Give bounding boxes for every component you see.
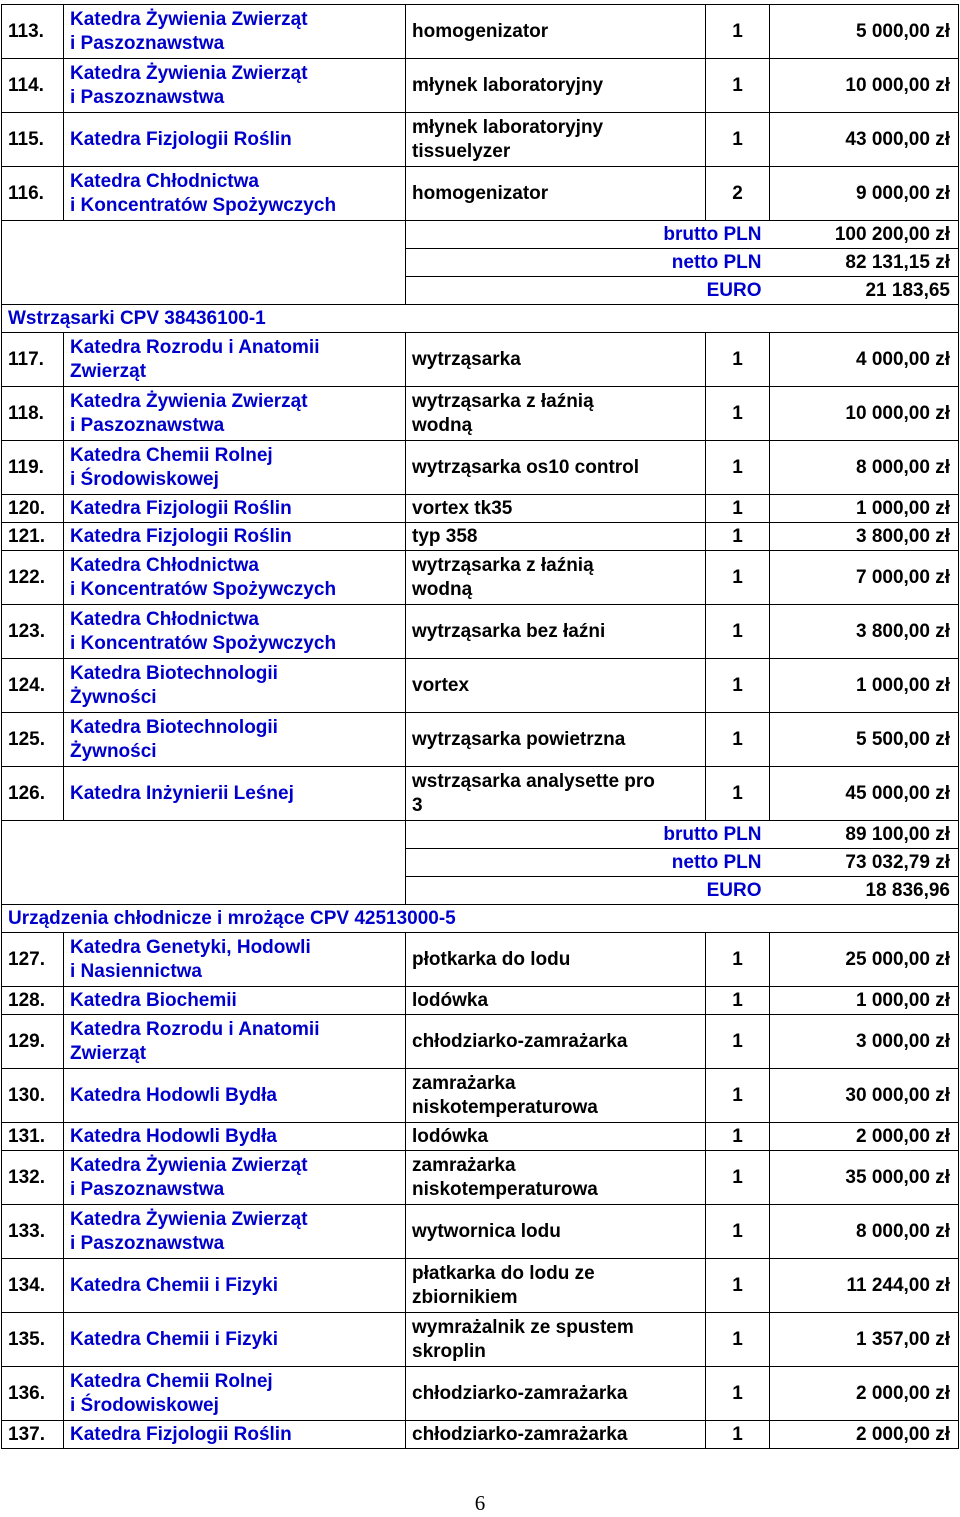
price-cell: 3 000,00 zł bbox=[770, 1015, 959, 1069]
price-cell: 5 000,00 zł bbox=[770, 5, 959, 59]
table-row bbox=[2, 1069, 959, 1123]
summary-label: EURO bbox=[406, 277, 770, 305]
item-cell: wytrząsarka os10 control bbox=[406, 441, 706, 495]
price-cell: 10 000,00 zł bbox=[770, 387, 959, 441]
item-cell: wytrząsarka powietrzna bbox=[406, 713, 706, 767]
table-row bbox=[2, 59, 959, 113]
table-row bbox=[2, 113, 959, 167]
price-cell: 2 000,00 zł bbox=[770, 1367, 959, 1421]
item-cell: wytwornica lodu bbox=[406, 1205, 706, 1259]
price-cell: 8 000,00 zł bbox=[770, 441, 959, 495]
price-cell: 9 000,00 zł bbox=[770, 167, 959, 221]
summary-spacer bbox=[2, 821, 406, 849]
department-cell: Katedra Chemii i Fizyki bbox=[64, 1313, 406, 1367]
price-cell: 8 000,00 zł bbox=[770, 1205, 959, 1259]
summary-spacer bbox=[2, 849, 406, 877]
table-row bbox=[2, 167, 959, 221]
item-cell: wstrząsarka analysette pro 3 bbox=[406, 767, 706, 821]
department-cell: Katedra Chemii Rolnej i Środowiskowej bbox=[64, 1367, 406, 1421]
department-cell: Katedra Żywienia Zwierząt i Paszoznawstwa bbox=[64, 59, 406, 113]
quantity-cell: 1 bbox=[706, 5, 770, 59]
department-cell: Katedra Chłodnictwa i Koncentratów Spożywczych bbox=[64, 167, 406, 221]
row-number: 124. bbox=[2, 659, 64, 713]
table-row bbox=[2, 713, 959, 767]
summary-row bbox=[2, 849, 959, 877]
quantity-cell: 1 bbox=[706, 605, 770, 659]
summary-spacer bbox=[2, 277, 406, 305]
table-row bbox=[2, 1123, 959, 1151]
item-cell: vortex tk35 bbox=[406, 495, 706, 523]
row-number: 132. bbox=[2, 1151, 64, 1205]
summary-value: 100 200,00 zł bbox=[770, 221, 959, 249]
table-row bbox=[2, 1259, 959, 1313]
price-cell: 1 357,00 zł bbox=[770, 1313, 959, 1367]
table-row bbox=[2, 605, 959, 659]
price-cell: 25 000,00 zł bbox=[770, 933, 959, 987]
table-row bbox=[2, 495, 959, 523]
summary-row bbox=[2, 249, 959, 277]
quantity-cell: 1 bbox=[706, 333, 770, 387]
section-spacer bbox=[770, 305, 959, 333]
row-number: 127. bbox=[2, 933, 64, 987]
quantity-cell: 1 bbox=[706, 1313, 770, 1367]
summary-row bbox=[2, 821, 959, 849]
row-number: 134. bbox=[2, 1259, 64, 1313]
row-number: 116. bbox=[2, 167, 64, 221]
summary-label: brutto PLN bbox=[406, 221, 770, 249]
item-cell: płotkarka do lodu bbox=[406, 933, 706, 987]
row-number: 121. bbox=[2, 523, 64, 551]
department-cell: Katedra Fizjologii Roślin bbox=[64, 1421, 406, 1449]
item-cell: chłodziarko-zamrażarka bbox=[406, 1015, 706, 1069]
procurement-table-body bbox=[2, 5, 959, 1449]
summary-label: brutto PLN bbox=[406, 821, 770, 849]
summary-value: 18 836,96 bbox=[770, 877, 959, 905]
item-cell: wytrząsarka bez łaźni bbox=[406, 605, 706, 659]
department-cell: Katedra Fizjologii Roślin bbox=[64, 523, 406, 551]
item-cell: chłodziarko-zamrażarka bbox=[406, 1367, 706, 1421]
department-cell: Katedra Biotechnologii Żywności bbox=[64, 659, 406, 713]
price-cell: 1 000,00 zł bbox=[770, 987, 959, 1015]
quantity-cell: 1 bbox=[706, 387, 770, 441]
quantity-cell: 1 bbox=[706, 59, 770, 113]
department-cell: Katedra Fizjologii Roślin bbox=[64, 113, 406, 167]
department-cell: Katedra Chemii Rolnej i Środowiskowej bbox=[64, 441, 406, 495]
price-cell: 1 000,00 zł bbox=[770, 495, 959, 523]
price-cell: 2 000,00 zł bbox=[770, 1123, 959, 1151]
row-number: 120. bbox=[2, 495, 64, 523]
table-row bbox=[2, 933, 959, 987]
department-cell: Katedra Żywienia Zwierząt i Paszoznawstwa bbox=[64, 1205, 406, 1259]
row-number: 129. bbox=[2, 1015, 64, 1069]
quantity-cell: 1 bbox=[706, 1367, 770, 1421]
quantity-cell: 1 bbox=[706, 987, 770, 1015]
table-row bbox=[2, 551, 959, 605]
item-cell: młynek laboratoryjny tissuelyzer bbox=[406, 113, 706, 167]
summary-label: netto PLN bbox=[406, 849, 770, 877]
department-cell: Katedra Hodowli Bydła bbox=[64, 1123, 406, 1151]
price-cell: 35 000,00 zł bbox=[770, 1151, 959, 1205]
table-row bbox=[2, 5, 959, 59]
quantity-cell: 2 bbox=[706, 167, 770, 221]
row-number: 126. bbox=[2, 767, 64, 821]
summary-row bbox=[2, 221, 959, 249]
department-cell: Katedra Chłodnictwa i Koncentratów Spożywczych bbox=[64, 605, 406, 659]
item-cell: wytrząsarka z łaźnią wodną bbox=[406, 387, 706, 441]
row-number: 115. bbox=[2, 113, 64, 167]
quantity-cell: 1 bbox=[706, 495, 770, 523]
section-heading-shakers: Wstrząsarki CPV 38436100-1 bbox=[2, 305, 770, 333]
row-number: 123. bbox=[2, 605, 64, 659]
quantity-cell: 1 bbox=[706, 767, 770, 821]
table-row bbox=[2, 987, 959, 1015]
row-number: 130. bbox=[2, 1069, 64, 1123]
table-row bbox=[2, 523, 959, 551]
quantity-cell: 1 bbox=[706, 1205, 770, 1259]
quantity-cell: 1 bbox=[706, 1015, 770, 1069]
item-cell: wytrząsarka z łaźnią wodną bbox=[406, 551, 706, 605]
department-cell: Katedra Rozrodu i Anatomii Zwierząt bbox=[64, 1015, 406, 1069]
table-row bbox=[2, 1015, 959, 1069]
row-number: 125. bbox=[2, 713, 64, 767]
table-row bbox=[2, 333, 959, 387]
price-cell: 1 000,00 zł bbox=[770, 659, 959, 713]
quantity-cell: 1 bbox=[706, 523, 770, 551]
item-cell: chłodziarko-zamrażarka bbox=[406, 1421, 706, 1449]
summary-value: 89 100,00 zł bbox=[770, 821, 959, 849]
table-row bbox=[2, 1205, 959, 1259]
quantity-cell: 1 bbox=[706, 713, 770, 767]
price-cell: 30 000,00 zł bbox=[770, 1069, 959, 1123]
summary-value: 21 183,65 bbox=[770, 277, 959, 305]
item-cell: zamrażarka niskotemperaturowa bbox=[406, 1151, 706, 1205]
item-cell: płatkarka do lodu ze zbiornikiem bbox=[406, 1259, 706, 1313]
row-number: 128. bbox=[2, 987, 64, 1015]
department-cell: Katedra Rozrodu i Anatomii Zwierząt bbox=[64, 333, 406, 387]
procurement-table bbox=[1, 4, 959, 1449]
department-cell: Katedra Fizjologii Roślin bbox=[64, 495, 406, 523]
row-number: 135. bbox=[2, 1313, 64, 1367]
item-cell: lodówka bbox=[406, 1123, 706, 1151]
item-cell: typ 358 bbox=[406, 523, 706, 551]
section-heading-refrigeration: Urządzenia chłodnicze i mrożące CPV 42513000-5 bbox=[2, 905, 770, 933]
row-number: 119. bbox=[2, 441, 64, 495]
section-row bbox=[2, 305, 959, 333]
price-cell: 11 244,00 zł bbox=[770, 1259, 959, 1313]
item-cell: zamrażarka niskotemperaturowa bbox=[406, 1069, 706, 1123]
price-cell: 45 000,00 zł bbox=[770, 767, 959, 821]
summary-spacer bbox=[2, 221, 406, 249]
table-row bbox=[2, 1421, 959, 1449]
row-number: 118. bbox=[2, 387, 64, 441]
department-cell: Katedra Żywienia Zwierząt i Paszoznawstwa bbox=[64, 5, 406, 59]
quantity-cell: 1 bbox=[706, 933, 770, 987]
summary-label: EURO bbox=[406, 877, 770, 905]
quantity-cell: 1 bbox=[706, 659, 770, 713]
quantity-cell: 1 bbox=[706, 1421, 770, 1449]
row-number: 137. bbox=[2, 1421, 64, 1449]
item-cell: homogenizator bbox=[406, 5, 706, 59]
quantity-cell: 1 bbox=[706, 1151, 770, 1205]
table-row bbox=[2, 1313, 959, 1367]
summary-value: 73 032,79 zł bbox=[770, 849, 959, 877]
price-cell: 43 000,00 zł bbox=[770, 113, 959, 167]
department-cell: Katedra Chemii i Fizyki bbox=[64, 1259, 406, 1313]
table-row bbox=[2, 767, 959, 821]
row-number: 117. bbox=[2, 333, 64, 387]
quantity-cell: 1 bbox=[706, 1259, 770, 1313]
table-row bbox=[2, 659, 959, 713]
price-cell: 5 500,00 zł bbox=[770, 713, 959, 767]
summary-row bbox=[2, 877, 959, 905]
row-number: 136. bbox=[2, 1367, 64, 1421]
quantity-cell: 1 bbox=[706, 441, 770, 495]
department-cell: Katedra Genetyki, Hodowli i Nasiennictwa bbox=[64, 933, 406, 987]
department-cell: Katedra Inżynierii Leśnej bbox=[64, 767, 406, 821]
quantity-cell: 1 bbox=[706, 113, 770, 167]
department-cell: Katedra Biochemii bbox=[64, 987, 406, 1015]
section-row bbox=[2, 905, 959, 933]
row-number: 114. bbox=[2, 59, 64, 113]
row-number: 133. bbox=[2, 1205, 64, 1259]
price-cell: 4 000,00 zł bbox=[770, 333, 959, 387]
table-row bbox=[2, 1367, 959, 1421]
department-cell: Katedra Chłodnictwa i Koncentratów Spożywczych bbox=[64, 551, 406, 605]
item-cell: lodówka bbox=[406, 987, 706, 1015]
item-cell: wymrażalnik ze spustem skroplin bbox=[406, 1313, 706, 1367]
quantity-cell: 1 bbox=[706, 551, 770, 605]
item-cell: młynek laboratoryjny bbox=[406, 59, 706, 113]
row-number: 113. bbox=[2, 5, 64, 59]
summary-value: 82 131,15 zł bbox=[770, 249, 959, 277]
price-cell: 10 000,00 zł bbox=[770, 59, 959, 113]
summary-spacer bbox=[2, 249, 406, 277]
item-cell: wytrząsarka bbox=[406, 333, 706, 387]
summary-spacer bbox=[2, 877, 406, 905]
department-cell: Katedra Biotechnologii Żywności bbox=[64, 713, 406, 767]
item-cell: homogenizator bbox=[406, 167, 706, 221]
price-cell: 3 800,00 zł bbox=[770, 605, 959, 659]
price-cell: 2 000,00 zł bbox=[770, 1421, 959, 1449]
section-spacer bbox=[770, 905, 959, 933]
price-cell: 7 000,00 zł bbox=[770, 551, 959, 605]
department-cell: Katedra Żywienia Zwierząt i Paszoznawstwa bbox=[64, 387, 406, 441]
department-cell: Katedra Żywienia Zwierząt i Paszoznawstwa bbox=[64, 1151, 406, 1205]
price-cell: 3 800,00 zł bbox=[770, 523, 959, 551]
table-row bbox=[2, 387, 959, 441]
page-number: 6 bbox=[474, 1491, 486, 1515]
row-number: 131. bbox=[2, 1123, 64, 1151]
row-number: 122. bbox=[2, 551, 64, 605]
table-row bbox=[2, 1151, 959, 1205]
table-row bbox=[2, 441, 959, 495]
summary-label: netto PLN bbox=[406, 249, 770, 277]
quantity-cell: 1 bbox=[706, 1123, 770, 1151]
summary-row bbox=[2, 277, 959, 305]
department-cell: Katedra Hodowli Bydła bbox=[64, 1069, 406, 1123]
item-cell: vortex bbox=[406, 659, 706, 713]
quantity-cell: 1 bbox=[706, 1069, 770, 1123]
